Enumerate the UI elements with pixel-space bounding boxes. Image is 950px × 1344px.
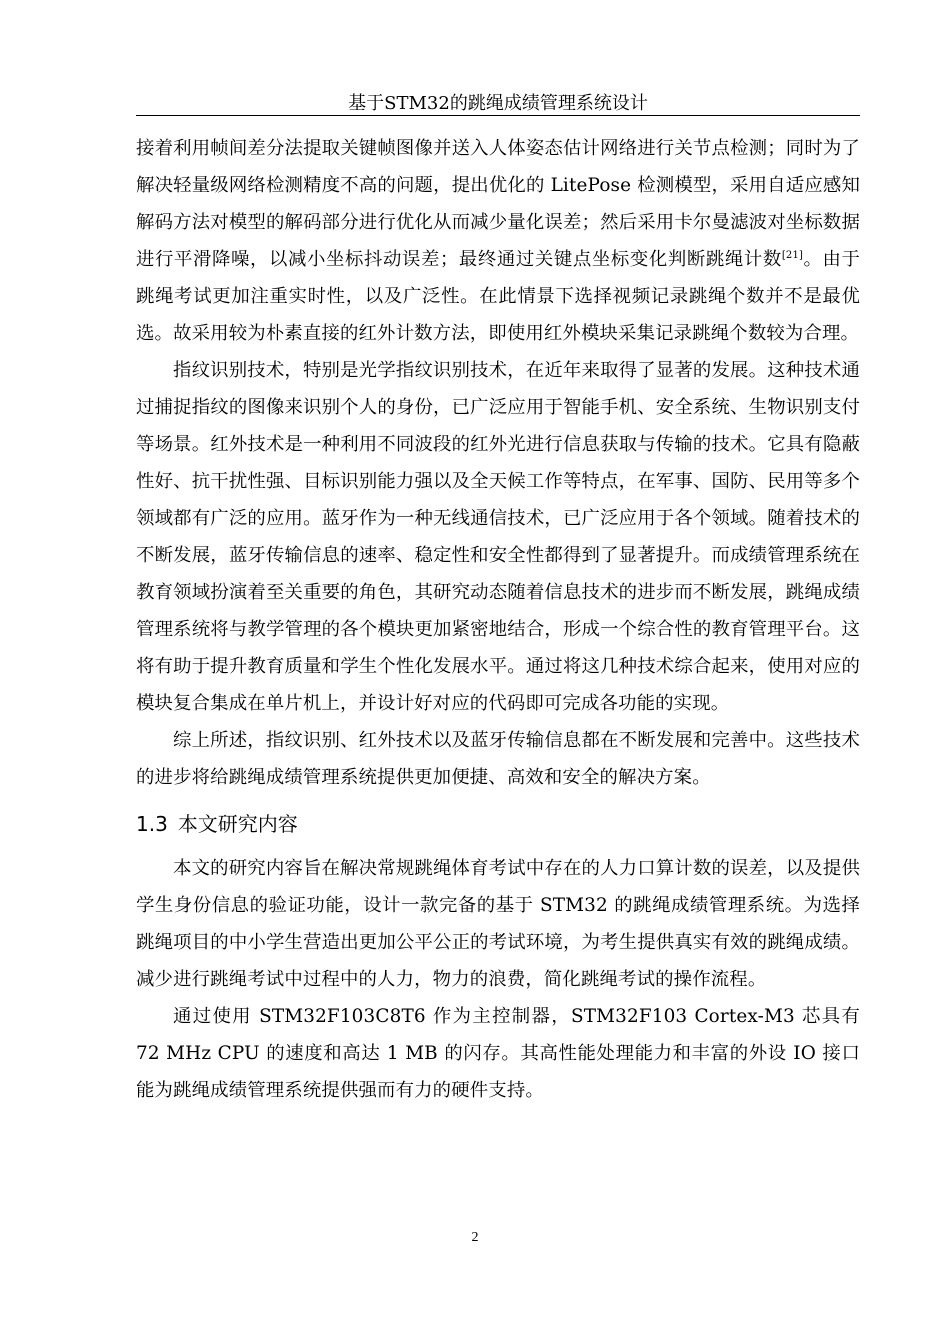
paragraph-2: 指纹识别技术，特别是光学指纹识别技术，在近年来取得了显著的发展。这种技术通过捕捉指纹的图像来识别个人的身份，已广泛应用于智能手机、安全系统、生物识别支付等场景。红外技术是一种利用不同波段的红外光进行信息获取与传输的技术。它具有隐蔽性好、抗干扰性强、目标识别能力强以及全天候工作等特点，在军事、国防、民用等多个领域都有广泛的应用。蓝牙作为一种无线通信技术，已广泛应用于各个领域。随着技术的不断发展，蓝牙传输信息的速率、稳定性和安全性都得到了显著提升。而成绩管理系统在教育领域扮演着至关重要的角色，其研究动态随着信息技术的进步而不断发展，跳绳成绩管理系统将与教学管理的各个模块更加紧密地结合，形成一个综合性的教育管理平台。这将有助于提升教育质量和学生个性化发展水平。通过将这几种技术综合起来，使用对应的模块复合集成在单片机上，并设计好对应的代码即可完成各功能的实现。 bbox=[136, 360, 860, 714]
citation: [21] bbox=[781, 249, 804, 261]
running-header: 基于STM32的跳绳成绩管理系统设计 bbox=[348, 93, 648, 114]
header-rule bbox=[136, 115, 860, 116]
page-number: 2 bbox=[471, 1230, 479, 1245]
body-text bbox=[136, 130, 860, 1109]
section-number: 1.3 bbox=[136, 812, 168, 836]
section-title: 本文研究内容 bbox=[177, 812, 298, 836]
section-heading bbox=[136, 800, 860, 848]
paragraph-1 bbox=[136, 130, 860, 352]
paragraph-3: 综上所述，指纹识别、红外技术以及蓝牙传输信息都在不断发展和完善中。这些技术的进步将给跳绳成绩管理系统提供更加便捷、高效和安全的解决方案。 bbox=[136, 730, 860, 788]
paragraph-5: 通过使用 STM32F103C8T6 作为主控制器，STM32F103 Cortex-M3 芯具有 72 MHz CPU 的速度和高达 1 MB 的闪存。其高性能处理能力和丰富的外设 IO 接口能为跳绳成绩管理系统提供强而有力的硬件支持。 bbox=[136, 1006, 860, 1101]
paragraph-1-part-b: 。由于跳绳考试更加注重实时性，以及广泛性。在此情景下选择视频记录跳绳个数并不是最优选。故采用较为朴素直接的红外计数方法，即使用红外模块采集记录跳绳个数较为合理。 bbox=[136, 249, 861, 344]
paragraph-4: 本文的研究内容旨在解决常规跳绳体育考试中存在的人力口算计数的误差，以及提供学生身份信息的验证功能，设计一款完备的基于 STM32 的跳绳成绩管理系统。为选择跳绳项目的中小学生营造出更加公平公正的考试环境，为考生提供真实有效的跳绳成绩。减少进行跳绳考试中过程中的人力，物力的浪费，简化跳绳考试的操作流程。 bbox=[136, 858, 860, 990]
paragraph-1-part-a: 接着利用帧间差分法提取关键帧图像并送入人体姿态估计网络进行关节点检测；同时为了解决轻量级网络检测精度不高的问题，提出优化的 LitePose 检测模型，采用自适应感知解码方法对模型的解码部分进行优化从而减少量化误差；然后采用卡尔曼滤波对坐标数据进行平滑降噪，以减小坐标抖动误差；最终通过关键点坐标变化判断跳绳计数 bbox=[136, 138, 860, 270]
